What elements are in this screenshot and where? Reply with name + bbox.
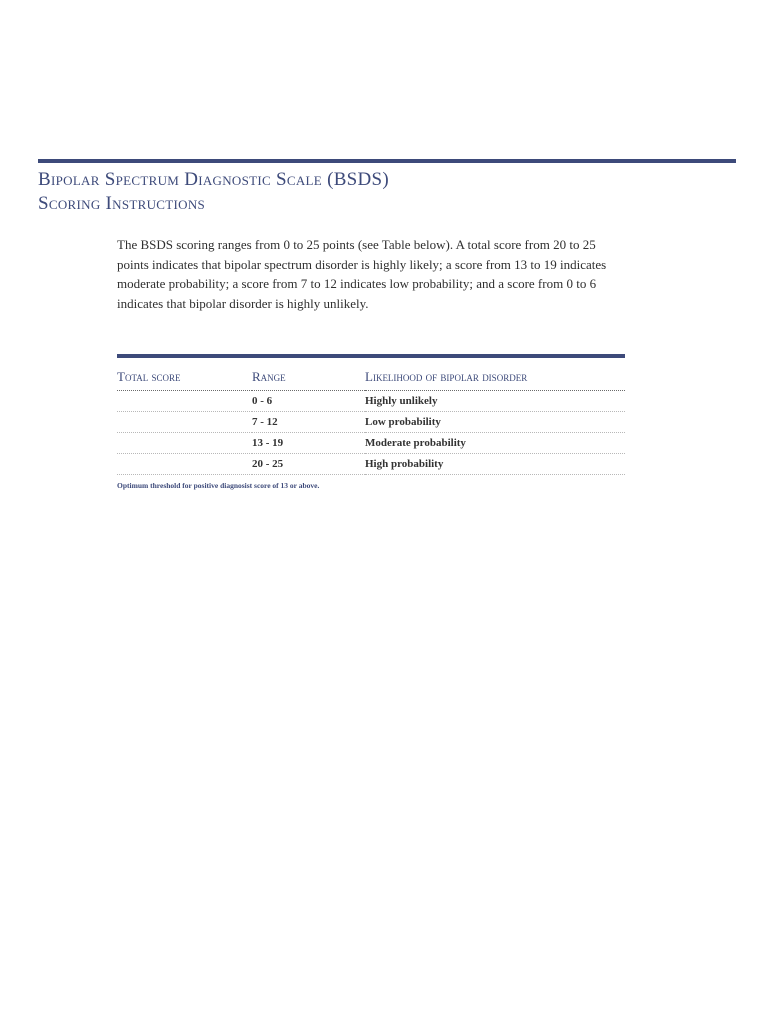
- cell-range: 20 - 25: [252, 454, 365, 475]
- cell-total: [117, 391, 252, 412]
- page-title: [38, 168, 389, 216]
- cell-range: 13 - 19: [252, 433, 365, 454]
- scoring-table: [117, 354, 625, 475]
- header-likelihood: Likelihood of bipolar disorder: [365, 368, 625, 391]
- cell-total: [117, 454, 252, 475]
- title-line-1: Bipolar Spectrum Diagnostic Scale (BSDS): [38, 169, 390, 190]
- table-row: [117, 433, 625, 454]
- title-line-2: Scoring Instructions: [38, 193, 206, 214]
- score-table: [117, 368, 625, 475]
- cell-likelihood: Highly unlikely: [365, 391, 625, 412]
- title-rule: [38, 159, 736, 163]
- intro-paragraph: The BSDS scoring ranges from 0 to 25 points (see Table below). A total score from 20 to 25 points indicates that bipolar spectrum disorder is highly likely; a score from 13 to 19 indicates moderate probability; a score from 7 to 12 indicates low probability; and a score from 0 to 6 indicates that bipolar disorder is highly unlikely.: [117, 237, 607, 311]
- cell-range: 7 - 12: [252, 412, 365, 433]
- table-row: [117, 391, 625, 412]
- cell-likelihood: Low probability: [365, 412, 625, 433]
- table-row: [117, 412, 625, 433]
- cell-total: [117, 412, 252, 433]
- cell-total: [117, 433, 252, 454]
- table-rule: [117, 354, 625, 358]
- table-header-row: [117, 368, 625, 391]
- cell-likelihood: Moderate probability: [365, 433, 625, 454]
- header-total-score: Total score: [117, 368, 252, 391]
- cell-likelihood: High probability: [365, 454, 625, 475]
- footnote: Optimum threshold for positive diagnosist score of 13 or above.: [117, 481, 320, 490]
- table-row: [117, 454, 625, 475]
- header-range: Range: [252, 368, 365, 391]
- cell-range: 0 - 6: [252, 391, 365, 412]
